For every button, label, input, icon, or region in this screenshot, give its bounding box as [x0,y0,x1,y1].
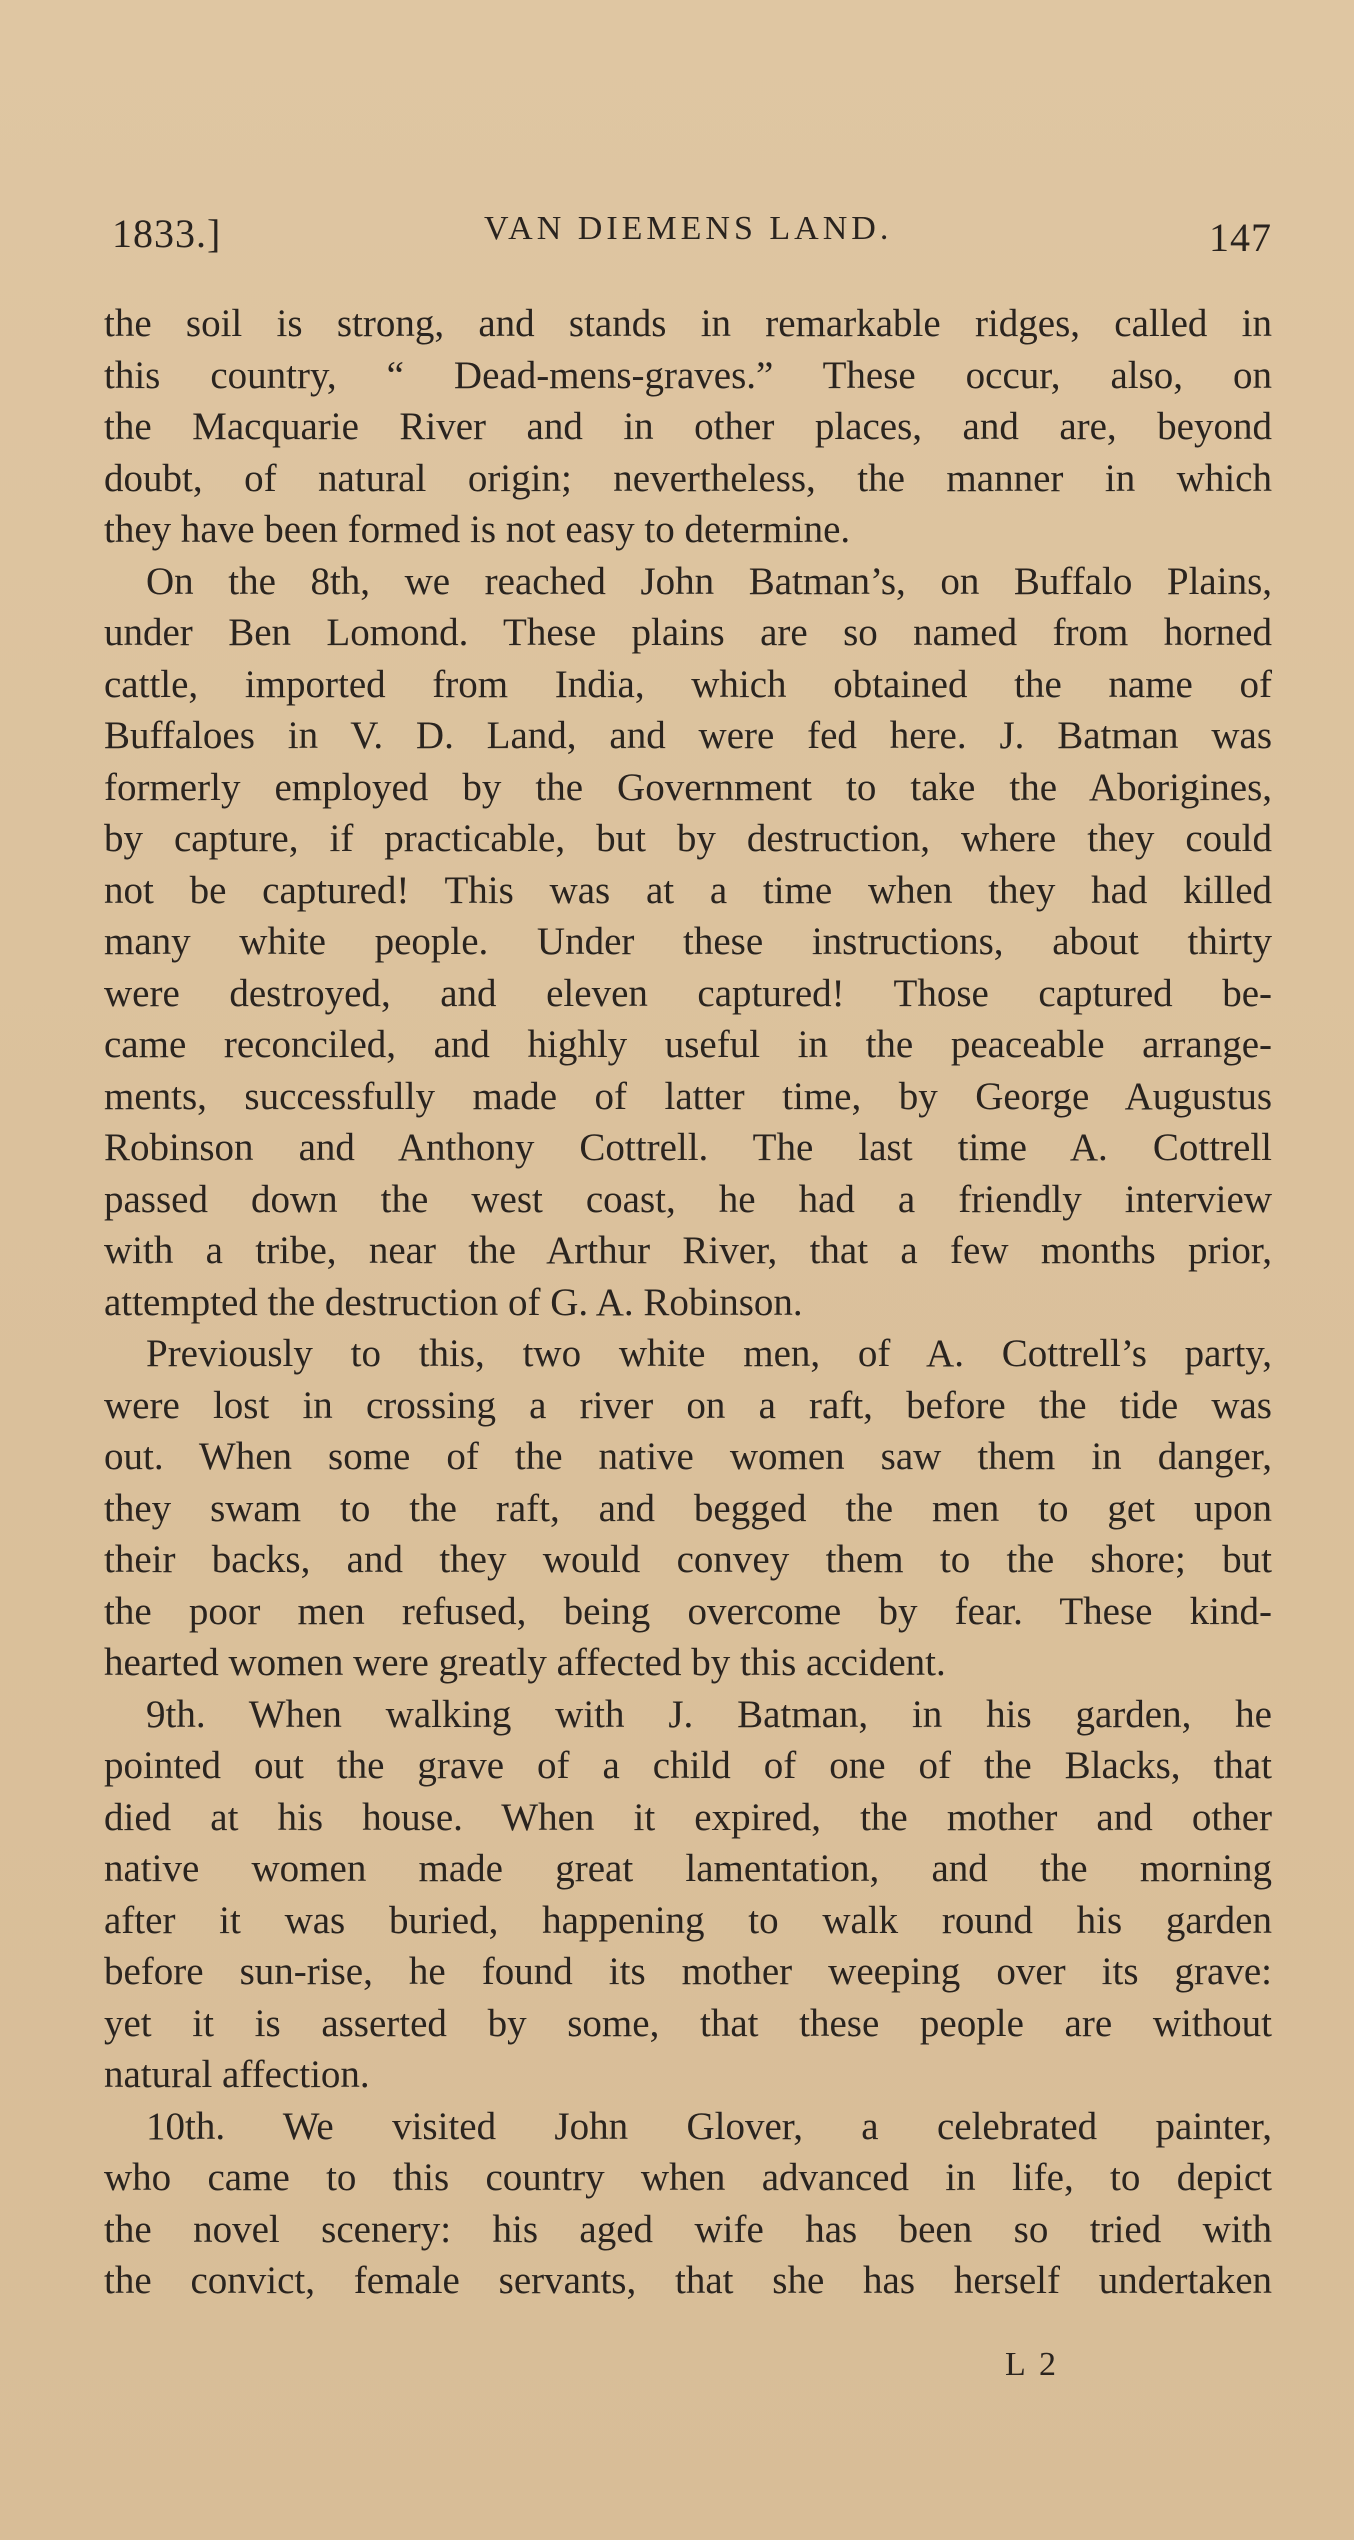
text-line: under Ben Lomond. These plains are so named from horned [104,611,1272,654]
text-line: Buffaloes in V. D. Land, and were fed here. J. Batman was [104,714,1272,757]
text-line: were destroyed, and eleven captured! Those captured be- [104,971,1272,1015]
text-line: formerly employed by the Government to take the Aborigines, [104,765,1272,809]
text-line: attempted the destruction of G. A. Robinson. [104,1280,803,1324]
text-line: who came to this country when advanced in life, to depict [104,2156,1272,2199]
text-line: they swam to the raft, and begged the men to get upon [104,1486,1272,1530]
text-line: Robinson and Anthony Cottrell. The last time A. Cottrell [104,1126,1272,1169]
text-line: hearted women were greatly affected by this accident. [104,1641,946,1684]
text-line: On the 8th, we reached John Batman’s, on Buffalo Plains, [146,559,1272,603]
page-text [104,298,1272,2307]
text-line: were lost in crossing a river on a raft, before the tide was [104,1383,1272,1427]
text-line: the poor men refused, being overcome by fear. These kind- [104,1589,1272,1633]
text-line: pointed out the grave of a child of one of the Blacks, that [104,1744,1272,1787]
text-line: after it was buried, happening to walk round his garden [104,1898,1272,1942]
text-line: their backs, and they would convey them to the shore; but [104,1538,1272,1581]
header-title: VAN DIEMENS LAND. [484,210,893,247]
text-line: natural affection. [104,2053,370,2096]
text-line: came reconciled, and highly useful in the peaceable arrange- [104,1023,1272,1066]
text-line: they have been formed is not easy to determine. [104,508,851,551]
page-number: 147 [1209,215,1272,260]
text-line: cattle, imported from India, which obtained the name of [104,662,1272,706]
text-line: the soil is strong, and stands in remarkable ridges, called in [104,302,1272,345]
text-line: not be captured! This was at a time when they had killed [104,868,1272,912]
text-line: Previously to this, two white men, of A. Cottrell’s party, [146,1332,1272,1375]
text-line: before sun-rise, he found its mother weeping over its grave: [104,1950,1272,1993]
text-line: with a tribe, near the Arthur River, that a few months prior, [104,1229,1272,1272]
text-line: died at his house. When it expired, the mother and other [104,1795,1272,1839]
text-line: the convict, female servants, that she has herself undertaken [104,2259,1272,2302]
text-line: by capture, if practicable, but by destruction, where they could [104,817,1272,860]
running-header [112,210,1272,270]
text-line: the Macquarie River and in other places, and are, beyond [104,405,1272,448]
text-line: native women made great lamentation, and the morning [104,1847,1272,1890]
text-line: passed down the west coast, he had a friendly interview [104,1177,1272,1221]
text-line: 9th. When walking with J. Batman, in his garden, he [146,1692,1272,1736]
text-line: this country, “ Dead-mens-graves.” These occur, also, on [104,353,1272,397]
header-year: 1833.] [112,211,222,256]
text-line: yet it is asserted by some, that these people are without [104,2001,1272,2045]
text-line: the novel scenery: his aged wife has been so tried with [104,2207,1272,2251]
text-line: ments, successfully made of latter time, by George Augustus [104,1074,1272,1118]
text-line: out. When some of the native women saw them in danger, [104,1435,1272,1478]
signature-mark: L 2 [1005,2346,1060,2383]
text-line: doubt, of natural origin; nevertheless, the manner in which [104,456,1272,500]
text-line: 10th. We visited John Glover, a celebrated painter, [146,2104,1272,2148]
text-line: many white people. Under these instructions, about thirty [104,920,1272,963]
